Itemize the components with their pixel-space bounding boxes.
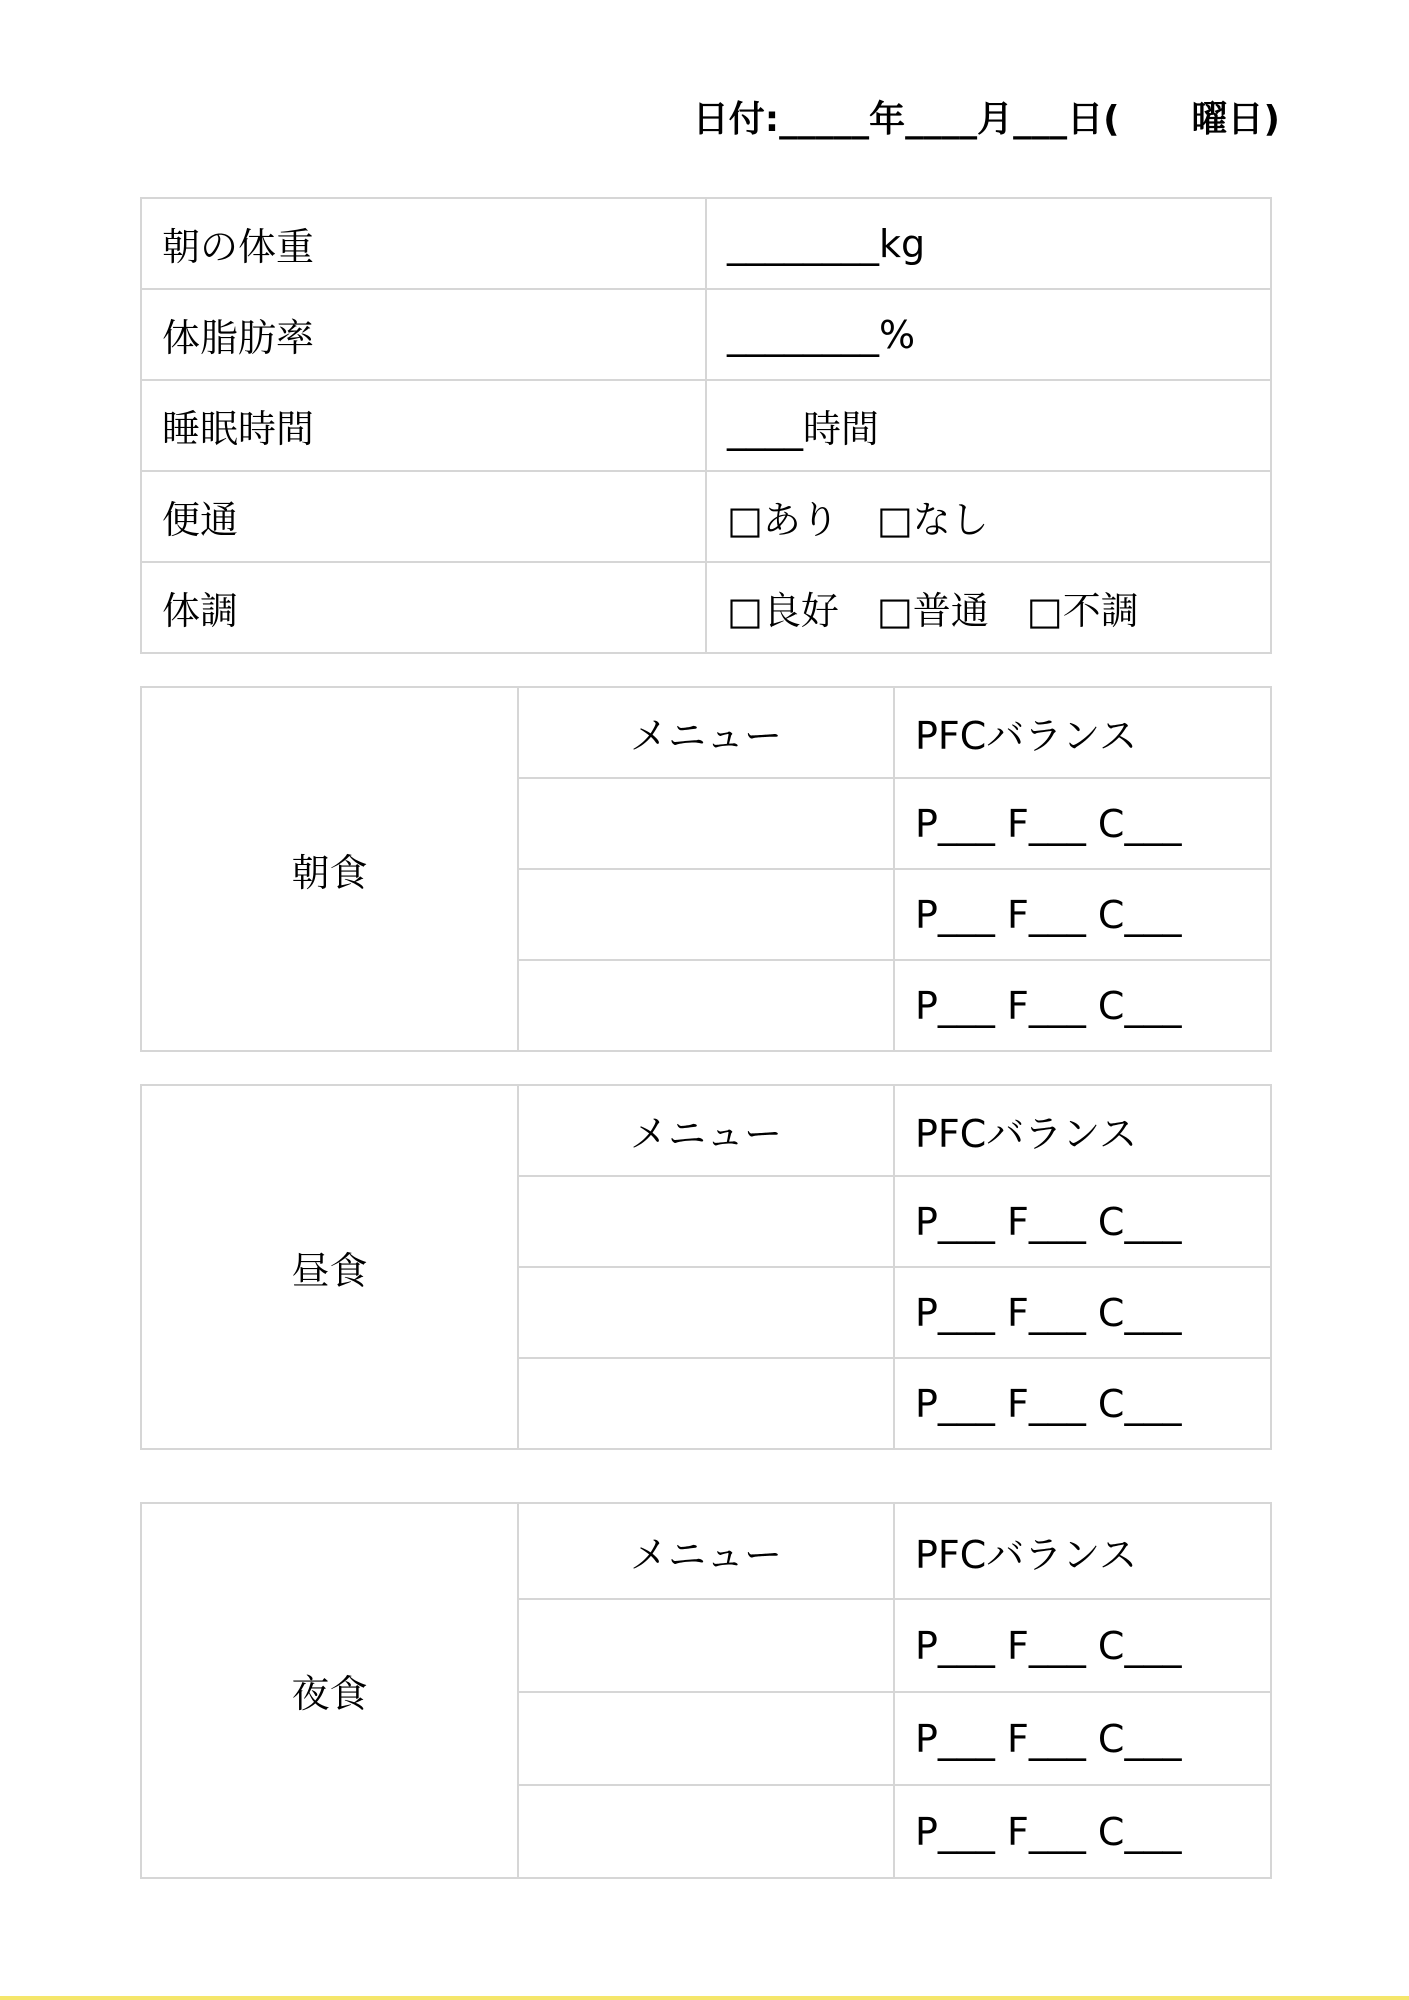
lunch-table [140,1084,1272,1450]
menu-entry-cell[interactable] [518,1267,894,1358]
stat-value-body-fat[interactable]: ________% [706,289,1271,380]
date-line: 日付:_____年____月___日( 曜日) [692,99,1280,140]
meal-name-breakfast: 朝食 [141,687,518,1051]
pfc-entry-cell[interactable]: P___ F___ C___ [894,778,1271,869]
stat-value-weight[interactable]: ________kg [706,198,1271,289]
stat-value-sleep[interactable]: ____時間 [706,380,1271,471]
table-row [141,1085,1271,1176]
table-row [141,1503,1271,1599]
menu-header: メニュー [518,687,894,778]
meal-name-lunch: 昼食 [141,1085,518,1449]
pfc-entry-cell[interactable]: P___ F___ C___ [894,1785,1271,1878]
stat-label-bowel: 便通 [141,471,706,562]
menu-entry-cell[interactable] [518,869,894,960]
stat-row-weight [141,198,1271,289]
stat-row-bowel [141,471,1271,562]
pfc-entry-cell[interactable]: P___ F___ C___ [894,960,1271,1051]
stat-row-body-fat [141,289,1271,380]
pfc-header: PFCバランス [894,1503,1271,1599]
stat-label-condition: 体調 [141,562,706,653]
menu-entry-cell[interactable] [518,1692,894,1785]
menu-entry-cell[interactable] [518,1358,894,1449]
dinner-table [140,1502,1272,1879]
meal-name-dinner: 夜食 [141,1503,518,1878]
pfc-entry-cell[interactable]: P___ F___ C___ [894,1176,1271,1267]
menu-header: メニュー [518,1503,894,1599]
menu-entry-cell[interactable] [518,960,894,1051]
pfc-header: PFCバランス [894,1085,1271,1176]
stat-row-sleep [141,380,1271,471]
stat-label-weight: 朝の体重 [141,198,706,289]
table-row [141,687,1271,778]
menu-entry-cell[interactable] [518,1599,894,1692]
pfc-entry-cell[interactable]: P___ F___ C___ [894,869,1271,960]
menu-entry-cell[interactable] [518,1785,894,1878]
menu-entry-cell[interactable] [518,1176,894,1267]
pfc-header: PFCバランス [894,687,1271,778]
menu-header: メニュー [518,1085,894,1176]
stat-value-condition[interactable]: □良好 □普通 □不調 [706,562,1271,653]
breakfast-table [140,686,1272,1052]
pfc-entry-cell[interactable]: P___ F___ C___ [894,1358,1271,1449]
pfc-entry-cell[interactable]: P___ F___ C___ [894,1692,1271,1785]
page-bottom-rule [0,1996,1409,2000]
stat-label-body-fat: 体脂肪率 [141,289,706,380]
stat-value-bowel[interactable]: □あり □なし [706,471,1271,562]
stat-label-sleep: 睡眠時間 [141,380,706,471]
menu-entry-cell[interactable] [518,778,894,869]
pfc-entry-cell[interactable]: P___ F___ C___ [894,1267,1271,1358]
daily-stats-table [140,197,1272,654]
stat-row-condition [141,562,1271,653]
pfc-entry-cell[interactable]: P___ F___ C___ [894,1599,1271,1692]
